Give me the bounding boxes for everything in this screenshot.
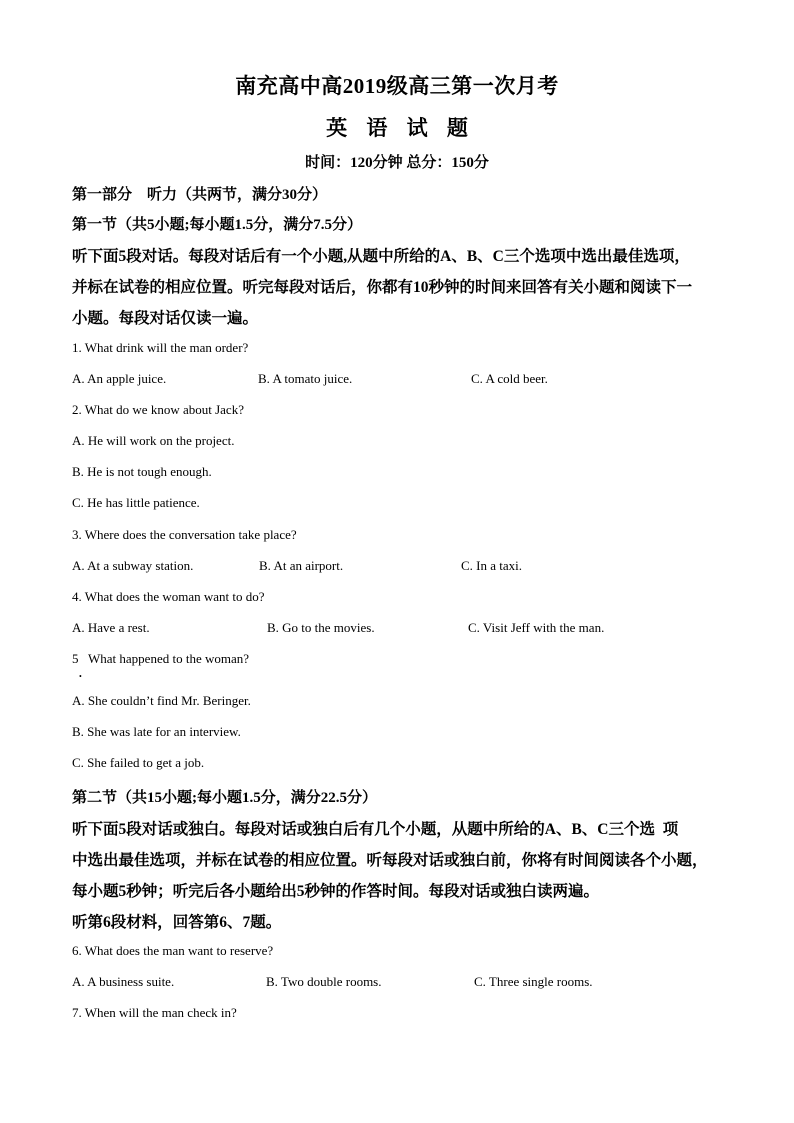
section1-instruction-line: 小题。每段对话仅读一遍。 xyxy=(72,310,259,327)
option-c: C. Three single rooms. xyxy=(474,974,593,989)
option-b: B. At an airport. xyxy=(259,558,344,573)
option-c: C. Visit Jeff with the man. xyxy=(468,620,605,635)
option-c: C. In a taxi. xyxy=(461,558,523,573)
question-stem: 3. Where does the conversation take place? xyxy=(72,527,297,542)
question-stem: 1. What drink will the man order? xyxy=(72,340,249,355)
option-b: B. Go to the movies. xyxy=(267,620,375,635)
question-stem: 5 What happened to the woman? xyxy=(72,651,250,666)
option-b: B. A tomato juice. xyxy=(258,371,353,386)
section2-title: 第二节（共15小题;每小题1.5分，满分22.5分） xyxy=(72,790,377,806)
material-prompt: 听第6段材料，回答第6、7题。 xyxy=(72,914,282,931)
option-a: A. She couldn’t find Mr. Beringer. xyxy=(72,693,251,708)
question-stem: 6. What does the man want to reserve? xyxy=(72,943,274,958)
question-stem: 4. What does the woman want to do? xyxy=(72,589,265,604)
option-c: C. She failed to get a job. xyxy=(72,755,205,770)
stray-dot-mark: • xyxy=(79,672,82,681)
option-a: A. An apple juice. xyxy=(72,371,167,386)
section1-instruction-line: 听下面5段对话。每段对话后有一个小题,从题中所给的A、B、C三个选项中选出最佳选项， xyxy=(72,248,690,265)
section2-instruction-line: 中选出最佳选项，并标在试卷的相应位置。听每段对话或独白前，你将有时间阅读各个小题， xyxy=(72,852,708,869)
exam-subject: 英 语 试 题 xyxy=(326,116,468,140)
section2-instruction-line: 每小题5秒钟；听完后各小题给出5秒钟的作答时间。每段对话或独白读两遍。 xyxy=(72,883,600,900)
exam-info: 时间：120分钟 总分：150分 xyxy=(305,155,489,171)
option-c: C. He has little patience. xyxy=(72,495,200,510)
exam-title: 南充高中高2019级高三第一次月考 xyxy=(235,74,559,98)
section1-instruction-line: 并标在试卷的相应位置。听完每段对话后，你都有10秒钟的时间来回答有关小题和阅读下一 xyxy=(72,279,693,296)
option-a: A. He will work on the project. xyxy=(72,433,235,448)
option-b: B. He is not tough enough. xyxy=(72,464,212,479)
section2-instruction-line: 听下面5段对话或独白。每段对话或独白后有几个小题，从题中所给的A、B、C三个选 项 xyxy=(72,821,679,838)
option-a: A. Have a rest. xyxy=(72,620,150,635)
option-b: B. She was late for an interview. xyxy=(72,724,241,739)
option-c: C. A cold beer. xyxy=(471,371,548,386)
question-stem: 2. What do we know about Jack? xyxy=(72,402,244,417)
option-b: B. Two double rooms. xyxy=(266,974,382,989)
option-a: A. At a subway station. xyxy=(72,558,194,573)
option-a: A. A business suite. xyxy=(72,974,175,989)
part1-title: 第一部分 听力（共两节，满分30分） xyxy=(72,187,328,203)
question-stem: 7. When will the man check in? xyxy=(72,1005,237,1020)
section1-title: 第一节（共5小题;每小题1.5分，满分7.5分） xyxy=(72,217,362,233)
